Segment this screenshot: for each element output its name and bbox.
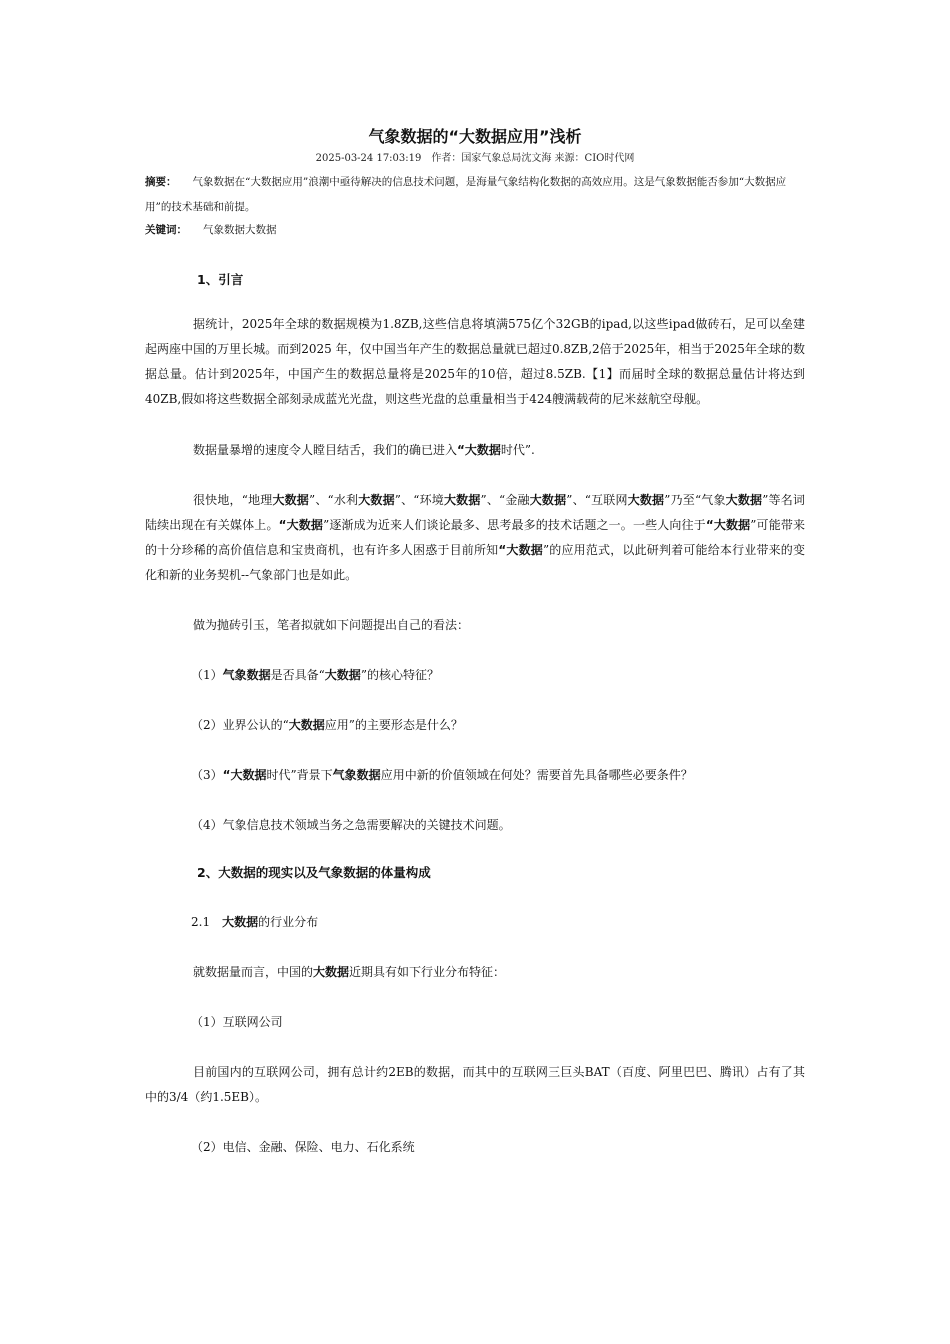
article [145, 126, 805, 1160]
keywords-label: 关键词： [145, 224, 187, 236]
abstract [145, 170, 805, 220]
section-2-heading: 2、大数据的现实以及气象数据的体量构成 [197, 865, 431, 880]
paragraph: 数据量暴增的速度令人瞠目结舌，我们的确已进入“大数据时代”. [193, 443, 535, 457]
article-meta: 2025-03-24 17:03:19 作者：国家气象总局沈文海 来源：CIO时代网 [315, 153, 635, 164]
abstract-text: 气象数据在“大数据应用”浪潮中亟待解决的信息技术问题，是海量气象结构化数据的高效应用。这是气象数据能否参加“大数据应用”的技术基础和前提。 [145, 176, 787, 213]
section-1-heading: 1、引言 [197, 272, 244, 287]
question-1: （1）气象数据是否具备“大数据”的核心特征？ [191, 668, 439, 682]
paragraph: 做为抛砖引玉，笔者拟就如下问题提出自己的看法： [193, 618, 470, 632]
abstract-label: 摘要： [145, 176, 177, 188]
list-item: （2）电信、金融、保险、电力、石化系统 [191, 1140, 415, 1154]
paragraph: 就数据量而言，中国的大数据近期具有如下行业分布特征： [193, 965, 506, 979]
paragraph: 据统计，2025年全球的数据规模为1.8ZB,这些信息将填满575亿个32GB的ipad,以这些ipad做砖石，足可以垒建起两座中国的万里长城。而到2025 年，仅中国当年产生的数据总量就已超过0.8ZB,2倍于2025年，相当于2025年全球的数据总量。估计到2025年，中国产生的数据总量将是2025年的10倍，超过8.5ZB.【1】而届时全球的数据总量估计将达到40ZB,假如将这些数据全部刻录成蓝光光盘，则这些光盘的总重量相当于424艘满载荷的尼米兹航空母舰。 [145, 317, 805, 406]
keywords [145, 221, 805, 239]
subsection-2-1-heading: 2.1 大数据的行业分布 [191, 915, 319, 929]
article-title: 气象数据的“大数据应用”浅析 [368, 127, 582, 146]
list-item: （1）互联网公司 [191, 1015, 283, 1029]
paragraph: 很快地，“地理大数据”、“水利大数据”、“环境大数据”、“金融大数据”、“互联网大数据”乃至“气象大数据”等名词陆续出现在有关媒体上。“大数据”逐渐成为近来人们谈论最多、思考最多的技术话题之一。一些人向往于“大数据”可能带来的十分珍稀的高价值信息和宝贵商机，也有许多人困惑于目前所知“大数据”的应用范式，以此研判着可能给本行业带来的变化和新的业务契机--气象部门也是如此。 [145, 493, 805, 582]
question-3: （3）“大数据时代”背景下气象数据应用中新的价值领域在何处？需要首先具备哪些必要条件？ [191, 768, 693, 782]
question-4: （4）气象信息技术领域当务之急需要解决的关键技术问题。 [191, 818, 511, 832]
question-2: （2）业界公认的“大数据应用”的主要形态是什么？ [191, 718, 463, 732]
paragraph: 目前国内的互联网公司，拥有总计约2EB的数据，而其中的互联网三巨头BAT（百度、阿里巴巴、腾讯）占有了其中的3/4（约1.5EB）。 [145, 1065, 805, 1104]
keywords-text: 气象数据大数据 [203, 224, 277, 236]
